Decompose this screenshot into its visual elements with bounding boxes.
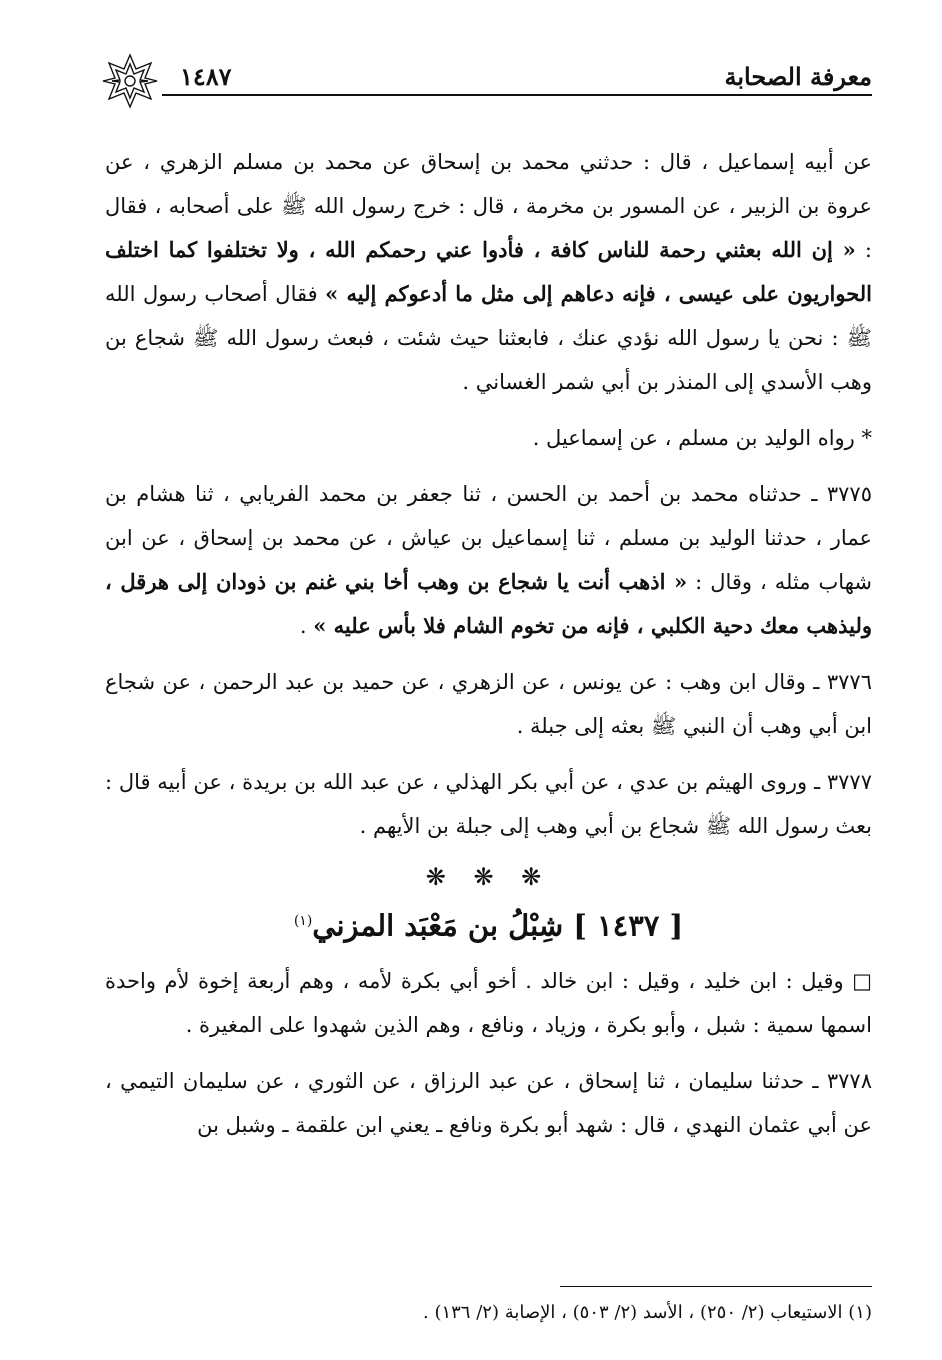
page-header xyxy=(100,52,872,110)
page-number: ١٤٨٧ xyxy=(180,62,232,91)
hadith-quote: « اذهب أنت يا شجاع بن وهب أخا بني غنم بن ذودان إلى هرقل ، وليذهب معك دحية الكلبي ، فإنه من تخوم الشام فلا بأس عليه » xyxy=(105,569,872,638)
text-run: ٣٧٧٥ ـ حدثناه محمد بن أحمد بن الحسن ، ثنا جعفر بن محمد الفريابي ، ثنا هشام بن عمار ، حدثنا الوليد بن مسلم ، ثنا إسماعيل بن عياش ، عن محمد بن إسحاق ، عن ابن شهاب مثله ، وقال : xyxy=(105,482,872,594)
page-body xyxy=(105,140,872,1159)
paragraph-2: * رواه الوليد بن مسلم ، عن إسماعيل . xyxy=(532,426,872,450)
paragraph-3777: ٣٧٧٧ ـ وروى الهيثم بن عدي ، عن أبي بكر الهذلي ، عن عبد الله بن بريدة ، عن أبيه قال : بعث رسول الله ﷺ شجاع بن أبي وهب إلى جبلة بن الأيهم . xyxy=(105,770,872,838)
footnote-divider xyxy=(560,1286,872,1287)
text-run: عن أبيه إسماعيل ، قال : حدثني محمد بن إسحاق عن محمد بن مسلم الزهري ، عن عروة بن الزبير ، عن المسور بن مخرمة ، قال : خرج رسول الله ﷺ على أصحابه ، فقال : xyxy=(105,150,872,262)
text-run: فقال أصحاب رسول الله ﷺ : نحن يا رسول الله نؤدي عنك ، فابعثنا حيث شئت ، فبعث رسول الله ﷺ شجاع بن وهب الأسدي إلى المنذر بن أبي شمر الغساني . xyxy=(105,282,872,394)
paragraph-3778: ٣٧٧٨ ـ حدثنا سليمان ، ثنا إسحاق ، عن عبد الرزاق ، عن الثوري ، عن سليمان التيمي ، عن أبي عثمان النهدي ، قال : شهد أبو بكرة ونافع ـ يعني ابن علقمة ـ وشبل بن xyxy=(105,1068,872,1137)
footnote-ref: (١) xyxy=(293,913,313,929)
book-title: معرفة الصحابة xyxy=(724,62,872,91)
hadith-quote: « إن الله بعثني رحمة للناس كافة ، فأدوا عني رحمكم الله ، ولا تختلفوا كما اختلف الحواريون على عيسى ، فإنه دعاهم إلى مثل ما أدعوكم إليه » xyxy=(105,237,872,306)
paragraph-3776: ٣٧٧٦ ـ وقال ابن وهب : عن يونس ، عن الزهري ، عن حميد بن عبد الرحمن ، عن شجاع ابن أبي وهب أن النبي ﷺ بعثه إلى جبلة . xyxy=(105,670,872,738)
footnote: (١) الاستيعاب (٢/ ٢٥٠) ، الأسد (٢/ ٥٠٣) ، الإصابة (٢/ ١٣٦) . xyxy=(423,1302,872,1323)
paragraph-bio: □ وقيل : ابن خليد ، وقيل : ابن خالد . أخو أبي بكرة لأمه ، وهم أربعة إخوة لأم واحدة اسمها سمية : شبل ، وأبو بكرة ، وزياد ، ونافع ، وهم الذين شهدوا على المغيرة . xyxy=(105,968,872,1037)
chapter-heading xyxy=(105,894,872,953)
header-divider xyxy=(162,94,872,96)
section-separator: ❋ ❋ ❋ xyxy=(425,863,552,891)
paragraph-3775 xyxy=(105,472,872,648)
paragraph-1 xyxy=(105,140,872,404)
star-ornament-icon xyxy=(100,52,160,110)
text-run: . xyxy=(299,614,314,638)
chapter-title: [ ١٤٣٧ ] شِبْلُ بن مَعْبَد المزني xyxy=(312,908,684,943)
